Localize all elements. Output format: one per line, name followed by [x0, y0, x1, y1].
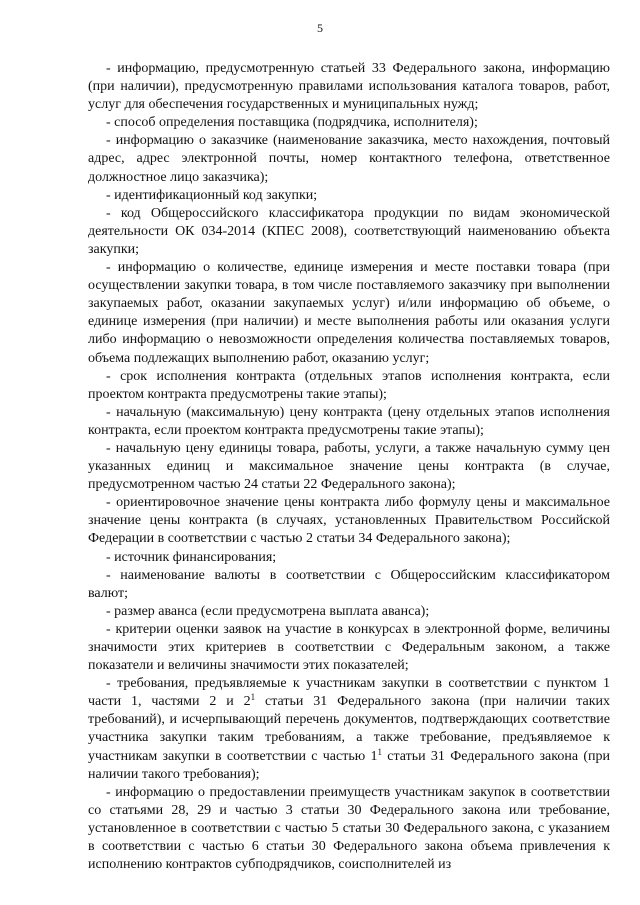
document-body	[88, 60, 610, 874]
paragraph-evaluation-criteria: - критерии оценки заявок на участие в конкурсах в электронной форме, величины значимости этих критериев в соответствии с Федеральным законом, а также показатели и величины значимости этих показателей;	[88, 621, 610, 674]
requirements-text-1: - требования, предъявляемые к участникам закупки в соответствии с пунктом 1 части 1, частями 2 и 2	[88, 676, 610, 710]
paragraph-purchase-id-code: - идентификационный код закупки;	[106, 187, 318, 203]
paragraph-participant-requirements	[88, 675, 610, 784]
paragraph-initial-max-price: - начальную (максимальную) цену контракта (цену отдельных этапов исполнения контракта, если проектом контракта предусмотрены такие этапы);	[88, 404, 610, 438]
paragraph-info-article-33: - информацию, предусмотренную статьей 33 Федерального закона, информацию (при наличии), предусмотренную правилами использования каталога товаров, работ, услуг для обеспечения государственных и муниципальных нужд;	[88, 61, 610, 113]
paragraph-funding-source: - источник финансирования;	[106, 549, 277, 565]
paragraph-preferences: - информацию о предоставлении преимуществ участникам закупок в соответствии со статьями 28, 29 и частью 3 статьи 30 Федерального закона или требование, установленное в соответствии с частью 5 статьи 30 Федерального закона, с указанием в соответствии с частью 6 статьи 30 Федерального закона объема привлечения к исполнению контрактов субподрядчиков, соисполнителей из	[88, 784, 610, 873]
paragraph-unit-price: - начальную цену единицы товара, работы, услуги, а также начальную сумму цен указанных единиц и максимальное значение цены контракта (в случае, предусмотренном частью 24 статьи 22 Федерального закона);	[88, 440, 610, 493]
paragraph-advance: - размер аванса (если предусмотрена выплата аванса);	[106, 603, 430, 619]
paragraph-contract-term: - срок исполнения контракта (отдельных этапов исполнения контракта, если проектом контракта предусмотрены такие этапы);	[88, 368, 610, 402]
page-number: 5	[317, 21, 323, 35]
requirements-text-3: статьи 31 Федерального закона (при наличии такого требования);	[88, 748, 610, 782]
superscript-1: 1	[250, 692, 256, 703]
paragraph-supplier-method: - способ определения поставщика (подрядчика, исполнителя);	[106, 115, 478, 131]
superscript-2: 1	[377, 746, 382, 757]
paragraph-okpd-code: - код Общероссийского классификатора продукции по видам экономической деятельности ОК 034-2014 (КПЕС 2008), соответствующий наименованию объекта закупки;	[88, 205, 610, 257]
paragraph-quantity-info: - информацию о количестве, единице измерения и месте поставки товара (при осуществлении закупки товара, в том числе поставляемого заказчику при выполнении закупаемых работ, оказании закупаемых услуг) и/или информацию об объеме, о единице измерения (при наличии) и месте выполнения работы или оказания услуги либо информацию о невозможности определения количества поставляемых товаров, объема подлежащих выполнению работ, оказанию услуг;	[88, 260, 610, 366]
requirements-text-2: статьи 31 Федерального закона (при наличии таких требований), и исчерпывающий перечень документов, подтверждающих соответствие участника закупки таким требованиям, а также требование, предъявляемое к участникам закупки в соответствии с частью 1	[88, 694, 611, 764]
paragraph-customer-info: - информацию о заказчике (наименование заказчика, место нахождения, почтовый адрес, адрес электронной почты, номер контактного телефона, ответственное должностное лицо заказчика);	[88, 133, 610, 185]
paragraph-approx-price: - ориентировочное значение цены контракта либо формулу цены и максимальное значение цены контракта (в случаях, установленных Правительством Российской Федерации в соответствии с частью 2 статьи 34 Федерального закона);	[88, 495, 610, 547]
paragraph-currency: - наименование валюты в соответствии с Общероссийским классификатором валют;	[88, 567, 610, 601]
